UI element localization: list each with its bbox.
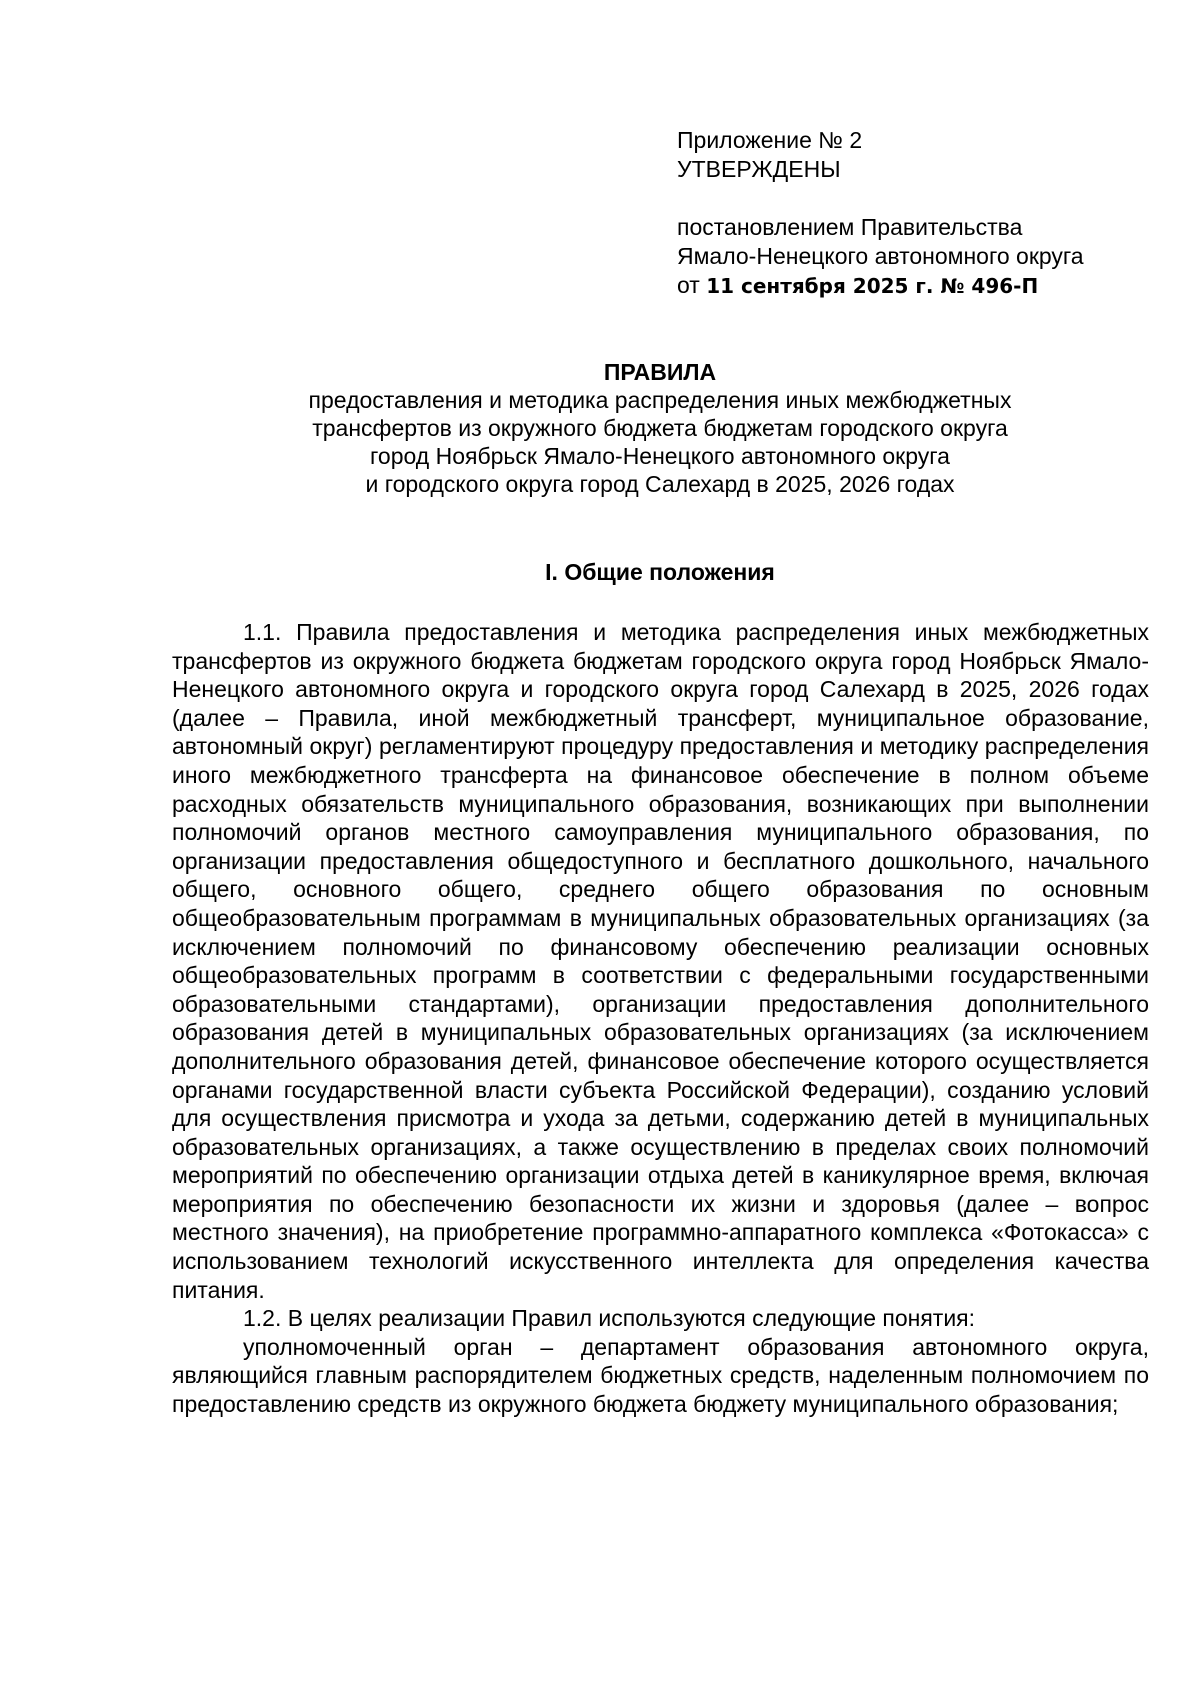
appendix-label: Приложение № 2 (677, 127, 863, 153)
decree-date-line (677, 271, 1177, 301)
title-line-3: город Ноябрьск Ямало-Ненецкого автономного округа (370, 443, 950, 469)
section-heading: I. Общие положения (545, 559, 775, 585)
decree-date: 11 сентября 2025 г. № 496-П (706, 274, 1039, 298)
decree-line-1: постановлением Правительства (677, 214, 1023, 240)
date-prefix: от (677, 272, 700, 298)
paragraph-definition: уполномоченный орган – департамент образования автономного округа, являющийся главным распорядителем бюджетных средств, наделенным полномочием по предоставлению средств из окружного бюджета бюджету муниципального образования; (172, 1333, 1149, 1418)
title-line-2: трансфертов из окружного бюджета бюджетам городского округа (312, 415, 1008, 441)
approval-stamp (677, 126, 1177, 301)
document-title-block (180, 358, 1140, 498)
decree-line-2: Ямало-Ненецкого автономного округа (677, 243, 1084, 269)
approved-label: УТВЕРЖДЕНЫ (677, 156, 841, 182)
spacer (677, 184, 1177, 213)
title-line-1: предоставления и методика распределения иных межбюджетных (308, 387, 1012, 413)
title-line-4: и городского округа город Салехард в 2025, 2026 годах (365, 471, 955, 497)
document-title: ПРАВИЛА (603, 359, 717, 385)
section-body (172, 618, 1149, 1419)
paragraph-1-2: 1.2. В целях реализации Правил используются следующие понятия: (243, 1305, 976, 1332)
paragraph-1-1: 1.1. Правила предоставления и методика распределения иных межбюджетных трансфертов из окружного бюджета бюджетам городского округа город Ноябрьск Ямало-Ненецкого автономного округа и городского округа город Салехард в 2025, 2026 годах (далее – Правила, иной межбюджетный трансферт, муниципальное образование, автономный округ) регламентируют процедуру предоставления и методику распределения иного межбюджетного трансферта на финансовое обеспечение в полном объеме расходных обязательств муниципального образования, возникающих при выполнении полномочий органов местного самоуправления муниципального образования, по организации предоставления общедоступного и бесплатного дошкольного, начального общего, основного общего, среднего общего образования по основным общеобразовательным программам в муниципальных образовательных организациях (за исключением полномочий по финансовому обеспечению реализации основных общеобразовательных программ в соответствии с федеральными государственными образовательными стандартами), организации предоставления дополнительного образования детей в муниципальных образовательных организациях (за исключением дополнительного образования детей, финансовое обеспечение которого осуществляется органами государственной власти субъекта Российской Федерации), созданию условий для осуществления присмотра и ухода за детьми, содержанию детей в муниципальных образовательных организациях, а также осуществлению в пределах своих полномочий мероприятий по обеспечению организации отдыха детей в каникулярное время, включая мероприятия по обеспечению безопасности их жизни и здоровья (далее – вопрос местного значения), на приобретение программно-аппаратного комплекса «Фотокасса» с использованием технологий искусственного интеллекта для определения качества питания. (172, 619, 1149, 1303)
